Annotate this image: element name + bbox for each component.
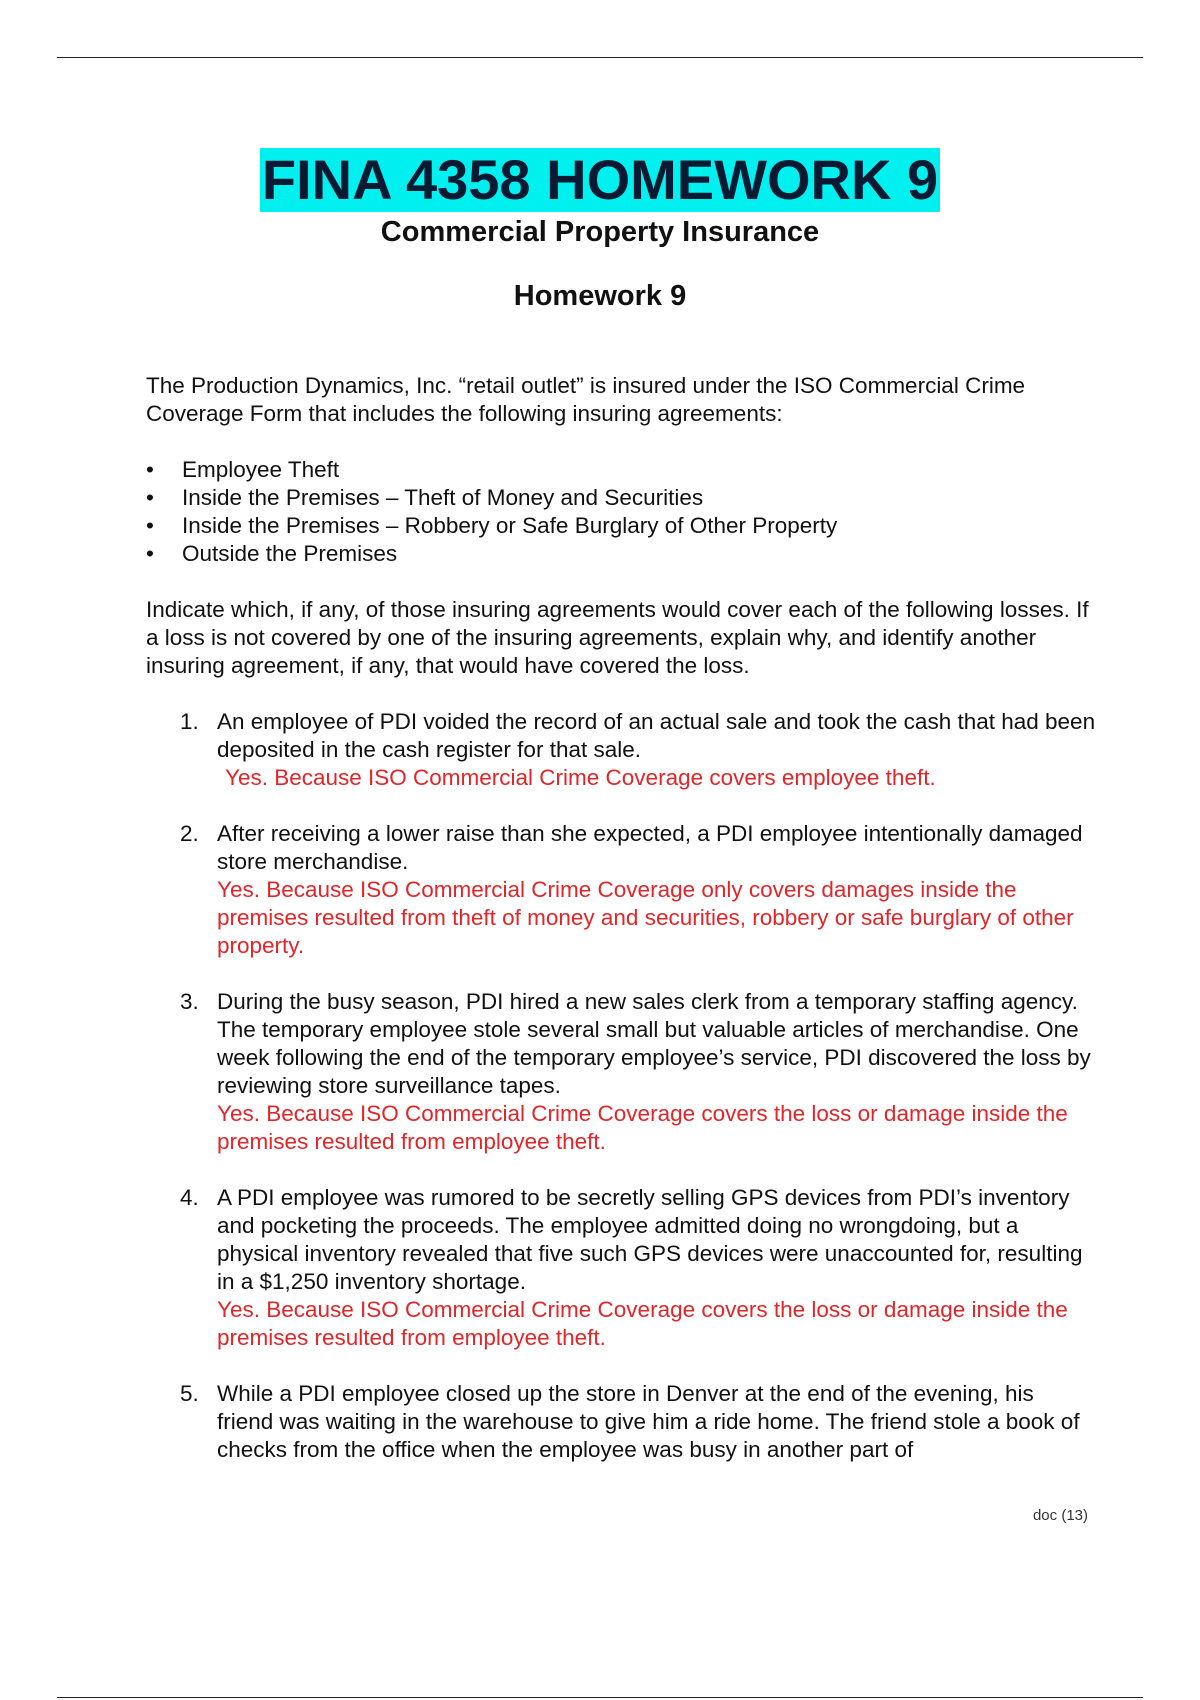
question-text: After receiving a lower raise than she expected, a PDI employee intentionally damaged store merchandise. bbox=[217, 821, 1083, 874]
list-item bbox=[146, 484, 1096, 512]
question-item bbox=[146, 708, 1096, 792]
agreement-text: Employee Theft bbox=[182, 457, 340, 482]
list-item bbox=[146, 456, 1096, 484]
question-text: An employee of PDI voided the record of an actual sale and took the cash that had been deposited in the cash register for that sale. bbox=[217, 709, 1096, 762]
instructions-paragraph: Indicate which, if any, of those insuring agreements would cover each of the following losses. If a loss is not covered by one of the insuring agreements, explain why, and identify another insuring agreement, if any, that would have covered the loss. bbox=[146, 597, 1089, 678]
bullet-icon: • bbox=[146, 513, 154, 538]
intro-paragraph: The Production Dynamics, Inc. “retail outlet” is insured under the ISO Commercial Crime Coverage Form that includes the following insuring agreements: bbox=[146, 373, 1026, 426]
question-number: 3. bbox=[180, 989, 199, 1014]
answer-text: Yes. Because ISO Commercial Crime Coverage covers the loss or damage inside the premises resulted from employee theft. bbox=[217, 1101, 1068, 1154]
question-item bbox=[146, 820, 1096, 960]
list-item bbox=[146, 512, 1096, 540]
question-text: A PDI employee was rumored to be secretly selling GPS devices from PDI’s inventory and pocketing the proceeds. The employee admitted doing no wrongdoing, but a physical inventory revealed that five such GPS devices were unaccounted for, resulting in a $1,250 inventory shortage. bbox=[217, 1185, 1083, 1294]
answer-text: Yes. Because ISO Commercial Crime Coverage covers the loss or damage inside the premises resulted from employee theft. bbox=[217, 1297, 1068, 1350]
answer-text: Yes. Because ISO Commercial Crime Coverage only covers damages inside the premises resulted from theft of money and securities, robbery or safe burglary of other property. bbox=[217, 877, 1074, 958]
agreement-text: Inside the Premises – Theft of Money and Securities bbox=[182, 485, 704, 510]
agreement-text: Outside the Premises bbox=[182, 541, 398, 566]
title-container bbox=[0, 148, 1200, 212]
bullet-icon: • bbox=[146, 541, 154, 566]
question-item bbox=[146, 1380, 1096, 1464]
insuring-agreements-list bbox=[146, 456, 1096, 568]
answer-text: Yes. Because ISO Commercial Crime Coverage covers employee theft. bbox=[225, 765, 936, 790]
homework-heading: Homework 9 bbox=[513, 280, 687, 312]
question-number: 1. bbox=[180, 709, 199, 734]
page-footer-label: doc (13) bbox=[1032, 1507, 1088, 1524]
list-item bbox=[146, 540, 1096, 568]
question-text: While a PDI employee closed up the store in Denver at the end of the evening, his friend was waiting in the warehouse to give him a ride home. The friend stole a book of checks from the office when the employee was busy in another part of bbox=[217, 1381, 1080, 1462]
top-divider bbox=[57, 57, 1143, 58]
bullet-icon: • bbox=[146, 457, 154, 482]
question-item bbox=[146, 988, 1096, 1156]
agreement-text: Inside the Premises – Robbery or Safe Burglary of Other Property bbox=[182, 513, 838, 538]
bottom-divider bbox=[57, 1697, 1143, 1698]
document-title: FINA 4358 HOMEWORK 9 bbox=[261, 148, 939, 211]
question-number: 5. bbox=[180, 1381, 199, 1406]
document-subtitle: Commercial Property Insurance bbox=[380, 216, 820, 248]
bullet-icon: • bbox=[146, 485, 154, 510]
document-body bbox=[146, 372, 1096, 1492]
question-number: 2. bbox=[180, 821, 199, 846]
questions-list bbox=[146, 708, 1096, 1464]
question-text: During the busy season, PDI hired a new sales clerk from a temporary staffing agency. The temporary employee stole several small but valuable articles of merchandise. One week following the end of the temporary employee’s service, PDI discovered the loss by reviewing store surveillance tapes. bbox=[217, 989, 1091, 1098]
question-item bbox=[146, 1184, 1096, 1352]
question-number: 4. bbox=[180, 1185, 199, 1210]
